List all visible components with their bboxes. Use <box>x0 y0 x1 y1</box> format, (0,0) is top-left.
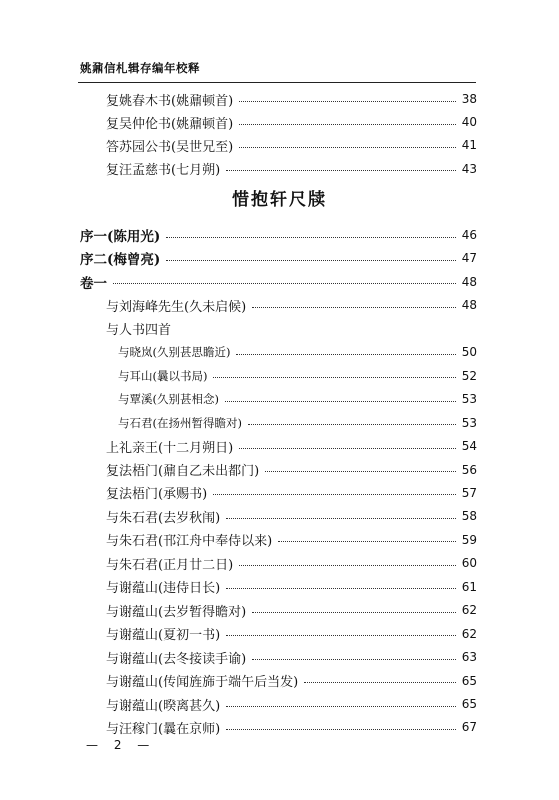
toc-entry-title: 与谢蕴山(去岁暂得瞻对) <box>106 604 247 620</box>
toc-entry-title: 复姚春木书(姚鼐顿首) <box>106 93 234 109</box>
toc-entry-page: 38 <box>461 92 477 106</box>
dot-leader <box>252 612 456 613</box>
running-head: 姚鼐信札辑存编年校释 <box>80 61 200 75</box>
toc-entry <box>106 624 477 644</box>
toc-entry <box>106 89 477 109</box>
toc-entry-title: 与谢蕴山(夏初一书) <box>106 628 221 644</box>
toc-entry <box>106 671 477 691</box>
dot-leader <box>239 124 456 125</box>
toc-entry <box>106 694 477 714</box>
dot-leader <box>252 307 456 308</box>
toc-entry-page: 53 <box>461 392 477 407</box>
toc-entry-page: 58 <box>461 509 477 524</box>
toc-entry-title: 与刘海峰先生(久未启候) <box>106 299 247 315</box>
toc-entry <box>106 717 477 737</box>
toc-entry <box>118 389 477 409</box>
toc-entry-title: 与石君(在扬州暂得瞻对) <box>118 415 242 430</box>
toc-entry <box>106 600 477 620</box>
toc-entry-page: 52 <box>461 368 477 383</box>
toc-entry <box>80 272 477 292</box>
toc-entry <box>106 460 477 480</box>
toc-entry-page: 43 <box>461 161 477 176</box>
toc-entry <box>106 530 477 550</box>
toc-entry-page: 59 <box>461 532 477 547</box>
dot-leader <box>166 237 455 238</box>
toc-entry-title: 与晓岚(久别甚思瞻近) <box>118 345 231 360</box>
toc-entry <box>106 647 477 667</box>
dot-leader <box>265 471 456 472</box>
toc-entry <box>118 366 477 386</box>
toc-entry <box>106 436 477 456</box>
toc-entry <box>118 413 477 433</box>
toc-entry-title: 复法梧门(鼐自乙未出都门) <box>106 464 260 479</box>
dot-leader <box>213 377 455 378</box>
toc-entry-page: 47 <box>461 251 477 266</box>
dot-leader <box>226 729 456 730</box>
toc-entry-title: 卷一 <box>80 275 107 292</box>
section-title: 惜抱轩尺牍 <box>232 190 327 210</box>
toc-entry-title: 与谢蕴山(违侍日长) <box>106 581 221 597</box>
toc-entry <box>80 248 477 268</box>
toc-entry-page: 62 <box>461 603 477 618</box>
dot-leader <box>226 170 456 171</box>
dot-leader <box>213 494 456 495</box>
toc-entry <box>118 342 477 362</box>
dot-leader <box>239 147 456 148</box>
toc-entry-page: 67 <box>461 720 477 735</box>
dot-leader <box>113 283 456 284</box>
dot-leader <box>239 448 456 449</box>
toc-entry-title: 与谢蕴山(去冬接读手谕) <box>106 651 247 667</box>
toc-entry-title: 与朱石君(正月廿二日) <box>106 557 234 573</box>
toc-entry <box>106 135 477 155</box>
toc-entry-page: 41 <box>461 138 477 153</box>
toc-entry-title: 复吴仲伦书(姚鼐顿首) <box>106 116 234 132</box>
toc-entry-title: 与汪稼门(曩在京师) <box>106 721 221 737</box>
toc-entry-page: 54 <box>461 439 477 454</box>
toc-entry-page: 48 <box>461 274 477 289</box>
toc-entry-page: 46 <box>461 228 477 242</box>
dot-leader <box>236 354 455 355</box>
dot-leader <box>166 260 455 261</box>
toc-entry-page: 40 <box>461 115 477 130</box>
dot-leader <box>304 682 456 683</box>
toc-entry-title: 与耳山(曩以书局) <box>118 368 208 383</box>
dot-leader <box>239 565 456 566</box>
toc-entry-title: 与朱石君(去岁秋闱) <box>106 510 221 526</box>
dot-leader <box>226 706 456 707</box>
toc-entry-page: 60 <box>461 556 477 571</box>
toc-entry-title: 复汪孟慈书(七月朔) <box>106 163 221 179</box>
toc-entry-page: 50 <box>461 345 477 360</box>
dot-leader <box>226 518 456 519</box>
toc-entry <box>106 577 477 597</box>
dot-leader <box>226 588 456 589</box>
toc-entry <box>106 319 171 339</box>
toc-entry-page: 63 <box>461 650 477 665</box>
toc-entry <box>106 506 477 526</box>
toc-entry-title: 序二(梅曾亮) <box>80 252 161 269</box>
toc-entry-title: 与朱石君(邗江舟中奉侍以来) <box>106 534 273 550</box>
toc-entry-page: 48 <box>461 298 477 313</box>
toc-entry <box>106 295 477 315</box>
toc-entry <box>106 553 477 573</box>
toc-entry-page: 53 <box>461 415 477 430</box>
toc-entry-title: 与人书四首 <box>106 323 172 339</box>
toc-entry-page: 57 <box>461 485 477 500</box>
toc-entry <box>80 225 477 245</box>
toc-entry-title: 上礼亲王(十二月朔日) <box>106 440 234 456</box>
toc-entry-page: 56 <box>461 462 477 477</box>
toc-entry-title: 与谢蕴山(暌离甚久) <box>106 698 221 714</box>
toc-entry-title: 与谢蕴山(传闻旌旆于端午后当发) <box>106 675 299 691</box>
dot-leader <box>226 635 456 636</box>
dot-leader <box>225 401 456 402</box>
toc-entry-page: 65 <box>461 697 477 711</box>
toc-entry-title: 答苏园公书(吴世兄至) <box>106 139 234 155</box>
toc-entry-page: 61 <box>461 579 477 594</box>
toc-entry-title: 与覃溪(久别甚相念) <box>118 392 219 407</box>
toc-entry-page: 65 <box>461 673 477 688</box>
toc-entry-title: 复法梧门(承赐书) <box>106 487 208 503</box>
dot-leader <box>248 424 456 425</box>
toc-entry <box>106 159 477 179</box>
dot-leader <box>252 659 456 660</box>
dot-leader <box>278 541 456 542</box>
page-number: — 2 — <box>86 738 156 752</box>
toc-entry-page: 62 <box>461 626 477 641</box>
toc-entry <box>106 112 477 132</box>
toc-entry <box>106 483 477 503</box>
dot-leader <box>239 101 456 102</box>
toc-entry-title: 序一(陈用光) <box>80 229 161 245</box>
